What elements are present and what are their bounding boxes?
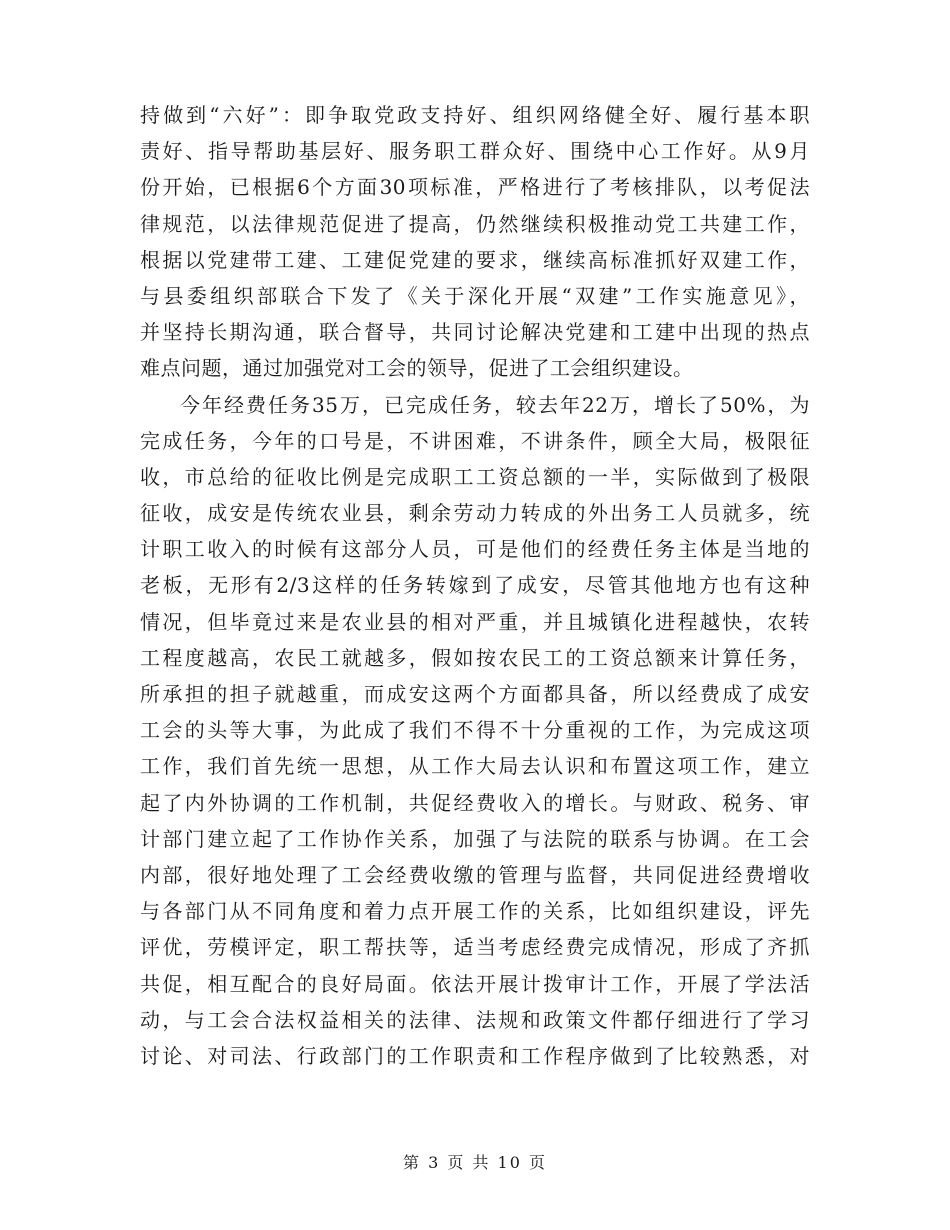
text-line: 老板，无形有2/3这样的任务转嫁到了成安，尽管其他地方也有这种: [140, 573, 810, 598]
paragraph-1: [140, 97, 810, 387]
text-line: 难点问题，通过加强党对工会的领导，促进了工会组织建设。: [140, 356, 694, 381]
text-line: 责好、指导帮助基层好、服务职工群众好、围绕中心工作好。从9月: [140, 139, 810, 164]
text-line: 讨论、对司法、行政部门的工作职责和工作程序做到了比较熟悉，对: [140, 1043, 810, 1068]
text-line: 共促，相互配合的良好局面。依法开展计拨审计工作，开展了学法活: [140, 971, 810, 996]
text-line: 今年经费任务35万，已完成任务，较去年22万，增长了50%，为: [180, 392, 810, 417]
text-line: 工作，我们首先统一思想，从工作大局去认识和布置这项工作，建立: [140, 754, 810, 779]
text-line: 内部，很好地处理了工会经费收缴的管理与监督，共同促进经费增收: [140, 862, 810, 887]
text-line: 工会的头等大事，为此成了我们不得不十分重视的工作，为完成这项: [140, 718, 810, 743]
text-line: 与各部门从不同角度和着力点开展工作的关系，比如组织建设，评先: [140, 899, 810, 924]
body-text: [140, 97, 810, 1074]
text-line: 持做到“六好”：即争取党政支持好、组织网络健全好、履行基本职: [140, 103, 810, 127]
text-line: 动，与工会合法权益相关的法律、法规和政策文件都仔细进行了学习: [140, 1007, 810, 1032]
text-line: 根据以党建带工建、工建促党建的要求，继续高标准抓好双建工作，: [140, 247, 810, 272]
text-line: 评优，劳模评定，职工帮扶等，适当考虑经费完成情况，形成了齐抓: [140, 935, 810, 960]
page-number-footer: 第 3 页 共 10 页: [403, 1153, 547, 1172]
text-line: 份开始，已根据6个方面30项标准，严格进行了考核排队，以考促法: [140, 175, 810, 200]
paragraph-2: [140, 387, 810, 1075]
text-line: 计职工收入的时候有这部分人员，可是他们的经费任务主体是当地的: [140, 537, 810, 562]
text-line: 起了内外协调的工作机制，共促经费收入的增长。与财政、税务、审: [140, 790, 810, 815]
text-line: 所承担的担子就越重，而成安这两个方面都具备，所以经费成了成安: [140, 682, 810, 706]
text-line: 征收，成安是传统农业县，剩余劳动力转成的外出务工人员就多，统: [140, 501, 810, 526]
text-line: 情况，但毕竟过来是农业县的相对严重，并且城镇化进程越快，农转: [140, 609, 810, 634]
text-line: 律规范，以法律规范促进了提高，仍然继续积极推动党工共建工作，: [140, 211, 810, 236]
text-line: 与县委组织部联合下发了《关于深化开展“双建”工作实施意见》，: [140, 283, 810, 308]
text-line: 并坚持长期沟通，联合督导，共同讨论解决党建和工建中出现的热点: [140, 320, 810, 345]
text-line: 工程度越高，农民工就越多，假如按农民工的工资总额来计算任务，: [140, 645, 810, 670]
text-line: 计部门建立起了工作协作关系，加强了与法院的联系与协调。在工会: [140, 826, 810, 851]
text-line: 收，市总给的征收比例是完成职工工资总额的一半，实际做到了极限: [140, 464, 810, 489]
text-line: 完成任务，今年的口号是，不讲困难，不讲条件，顾全大局，极限征: [140, 428, 810, 453]
